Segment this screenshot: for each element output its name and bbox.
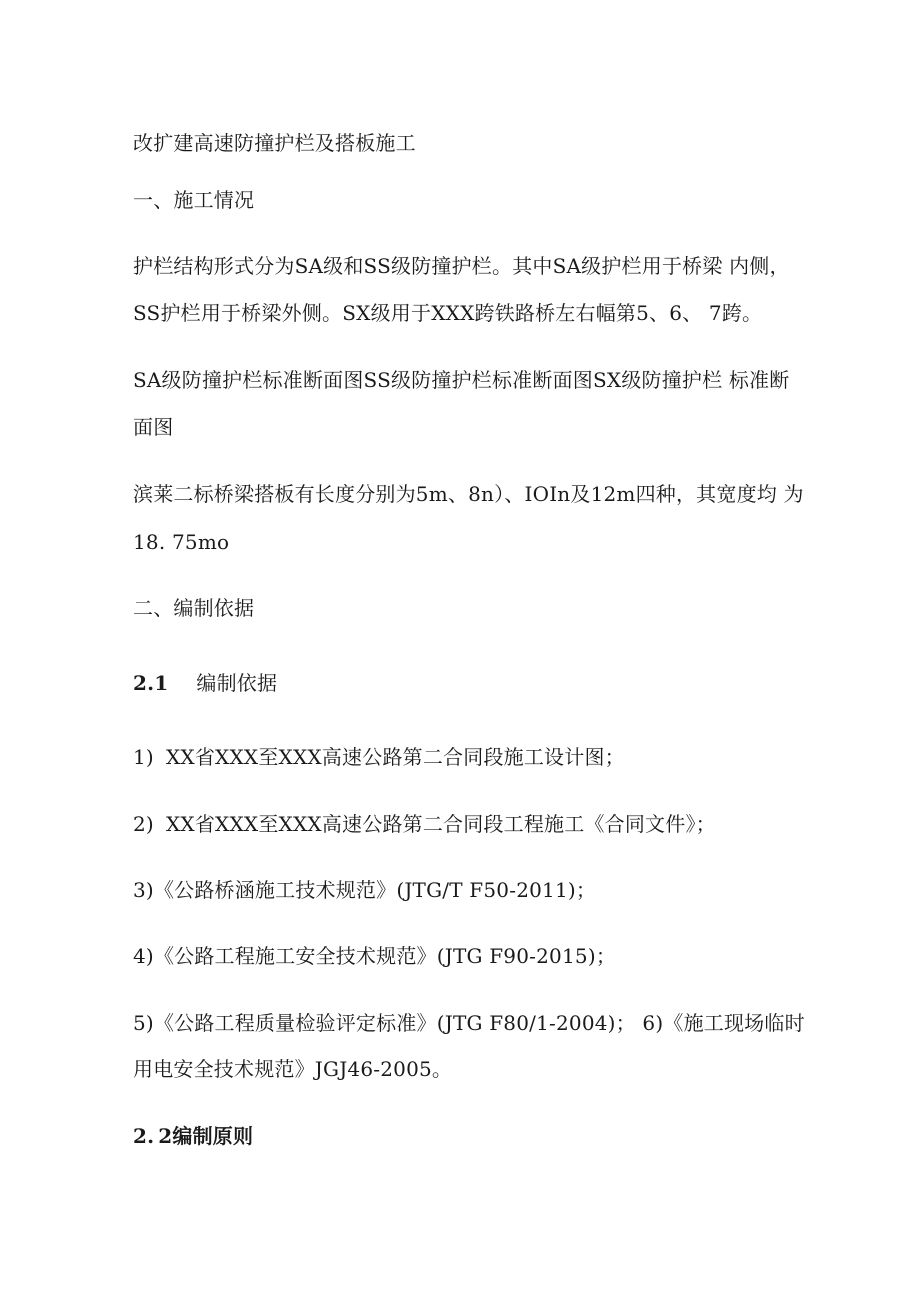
subsection-title: 2编制原则	[158, 1124, 254, 1148]
list-item	[133, 944, 616, 968]
list-item-text: 《公路桥涵施工技术规范》(JTG/T F50-2011)；	[153, 878, 597, 902]
list-item	[133, 745, 625, 769]
list-item	[133, 878, 596, 902]
list-item	[133, 1011, 805, 1035]
list-item-number: 2)	[133, 812, 154, 836]
list-item-text: 《公路工程质量检验评定标准》(JTG F80/1-2004)； 6)《施工现场临时	[153, 1011, 805, 1035]
subsection-heading-2-2	[133, 1124, 253, 1148]
list-item-text: 《公路工程施工安全技术规范》(JTG F90-2015)；	[153, 944, 617, 968]
paragraph-2-line-1: SA级防撞护栏标准断面图SS级防撞护栏标准断面图SX级防撞护栏 标准断	[133, 368, 790, 392]
list-item-text: XX省XXX至XXX高速公路第二合同段施工设计图；	[165, 745, 625, 769]
list-item-number: 5)	[133, 1011, 154, 1035]
list-item	[133, 812, 716, 836]
list-item-number: 4)	[133, 944, 154, 968]
list-item-number: 1)	[133, 745, 154, 769]
list-item-continuation: 用电安全技术规范》JGJ46-2005。	[133, 1057, 453, 1081]
paragraph-2-line-2: 面图	[133, 415, 174, 439]
list-item-number: 3)	[133, 878, 154, 902]
section-heading-2: 二、编制依据	[133, 596, 255, 620]
section-heading-1: 一、施工情况	[133, 188, 255, 212]
paragraph-1-line-2: SS护栏用于桥梁外侧。SX级用于XXX跨铁路桥左右幅第5、6、 7跨。	[133, 301, 763, 325]
subsection-number: 2.1	[133, 671, 169, 695]
paragraph-3-line-2: 18. 75mo	[133, 530, 230, 554]
document-title: 改扩建高速防撞护栏及搭板施工	[133, 131, 416, 155]
subsection-heading-2-1	[133, 671, 277, 695]
paragraph-3-line-1: 滨莱二标桥梁搭板有长度分别为5m、8n）、IOIn及12m四种，其宽度均 为	[133, 482, 804, 506]
subsection-number: 2.	[133, 1124, 155, 1148]
subsection-title: 编制依据	[196, 671, 278, 695]
list-item-text: XX省XXX至XXX高速公路第二合同段工程施工《合同文件》；	[165, 812, 716, 836]
paragraph-1-line-1: 护栏结构形式分为SA级和SS级防撞护栏。其中SA级护栏用于桥梁 内侧，	[133, 254, 790, 278]
